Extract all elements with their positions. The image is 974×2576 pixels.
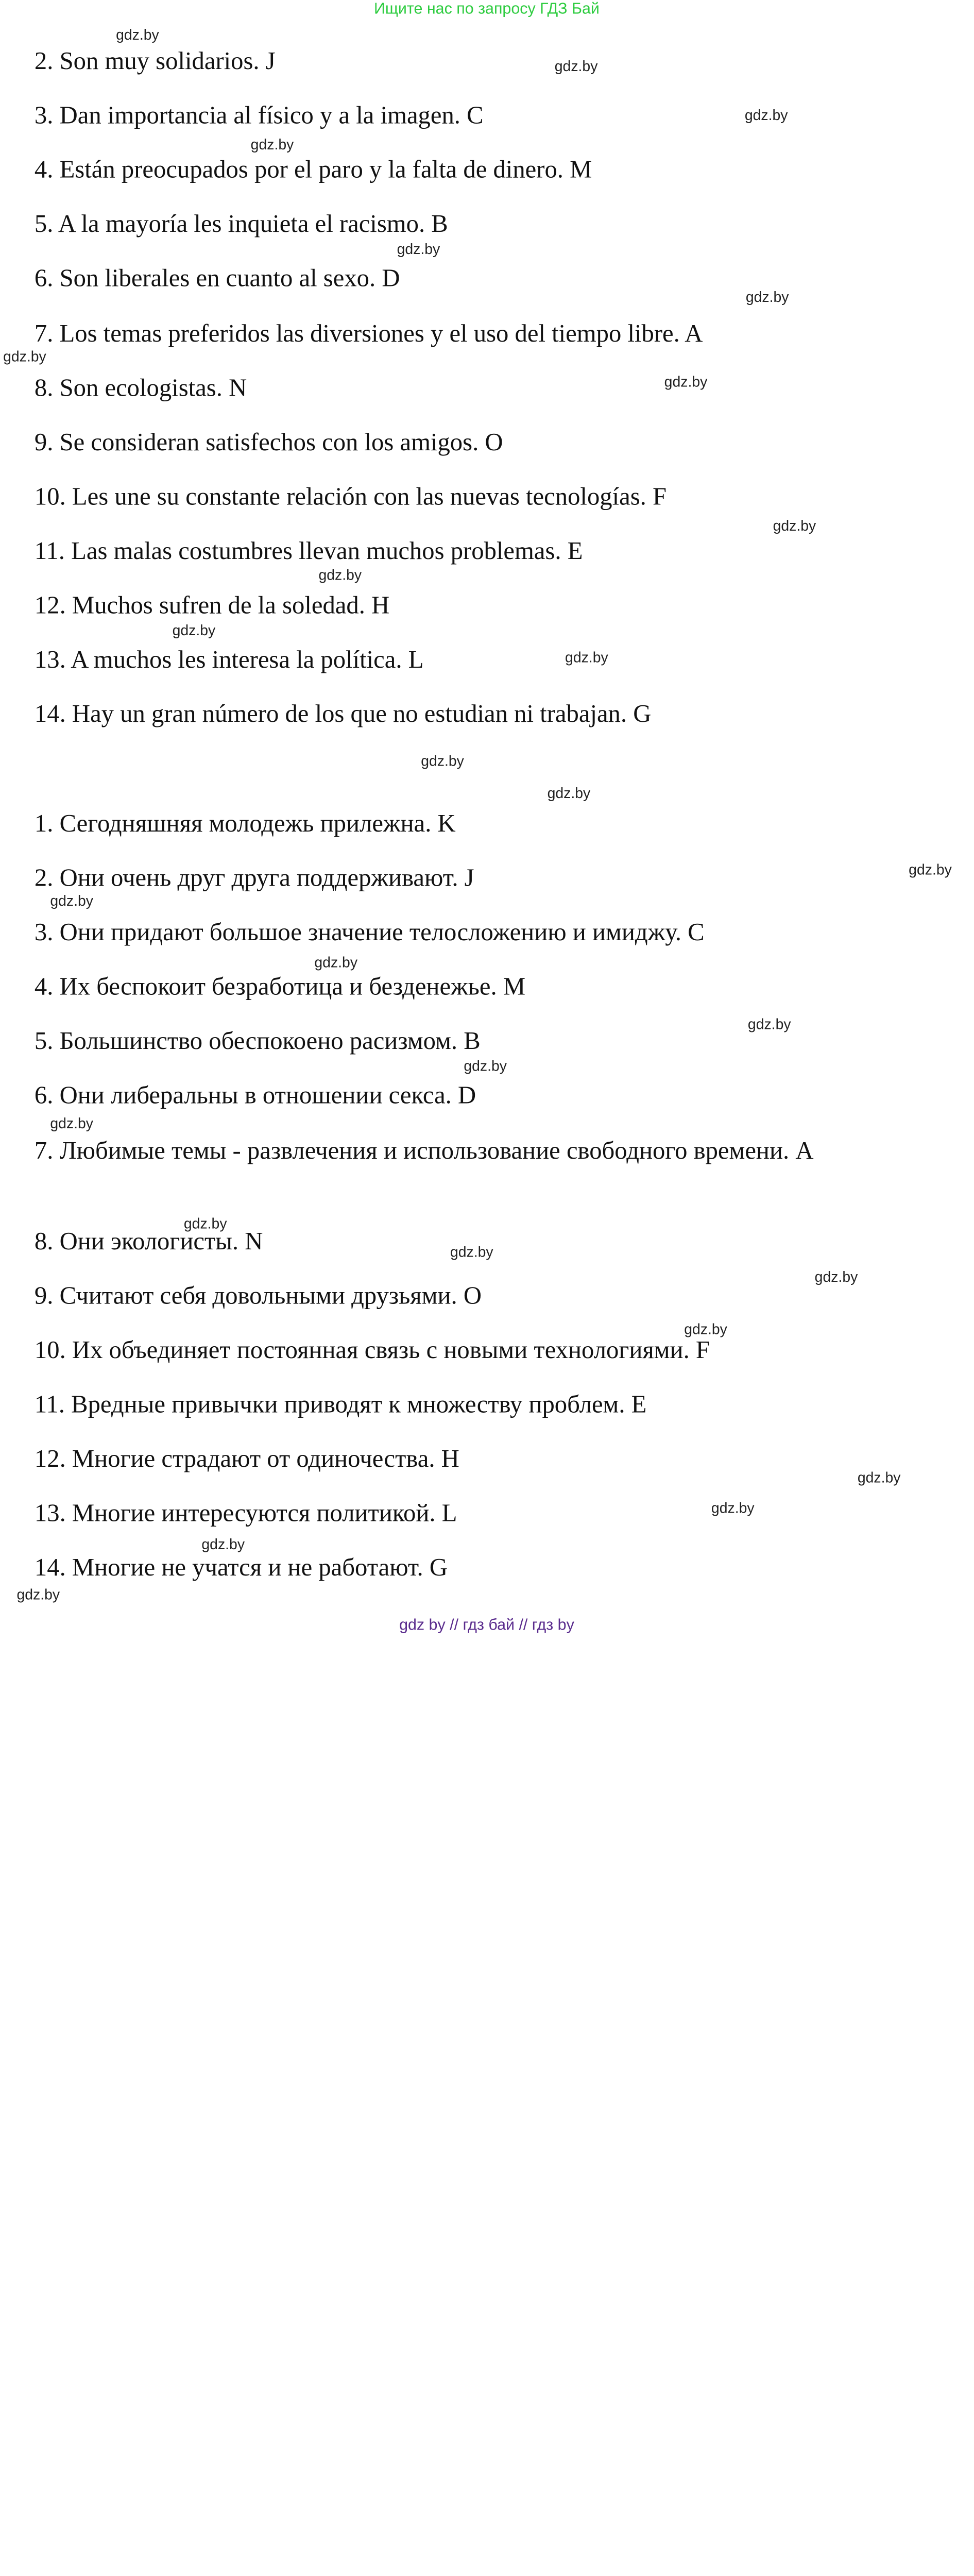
watermark: gdz.by [857, 1469, 901, 1486]
watermark: gdz.by [318, 566, 362, 583]
spanish-line-3: 3. Dan importancia al físico y a la imagen. C [34, 102, 484, 130]
watermark: gdz.by [773, 517, 816, 534]
watermark: gdz.by [314, 954, 358, 971]
russian-line-2: 2. Они очень друг друга поддерживают. J [34, 865, 474, 892]
footer-links[interactable]: gdz by // гдз бай // гдз by [399, 1616, 574, 1634]
watermark: gdz.by [814, 1268, 858, 1285]
watermark: gdz.by [554, 57, 598, 74]
russian-line-12: 12. Многие страдают от одиночества. H [34, 1446, 459, 1473]
watermark: gdz.by [909, 860, 952, 878]
watermark: gdz.by [464, 1057, 507, 1074]
russian-line-1: 1. Сегодняшняя молодежь прилежна. K [34, 810, 456, 838]
russian-line-6: 6. Они либеральны в отношении секса. D [34, 1082, 476, 1110]
russian-line-8: 8. Они экологисты. N [34, 1228, 263, 1256]
watermark: gdz.by [565, 649, 608, 666]
watermark: gdz.by [50, 892, 93, 909]
watermark: gdz.by [711, 1499, 755, 1516]
spanish-line-5: 5. A la mayoría les inquieta el racismo. B [34, 211, 448, 239]
watermark: gdz.by [397, 240, 440, 257]
watermark: gdz.by [421, 752, 464, 769]
russian-line-4: 4. Их беспокоит безработица и безденежье. M [34, 973, 526, 1001]
spanish-line-7: 7. Los temas preferidos las diversiones y el uso del tiempo libre. A [34, 320, 703, 348]
watermark: gdz.by [684, 1320, 727, 1337]
russian-line-5: 5. Большинство обеспокоено расизмом. B [34, 1028, 481, 1056]
russian-line-9: 9. Считают себя довольными друзьями. O [34, 1283, 482, 1310]
watermark: gdz.by [745, 288, 789, 306]
russian-line-13: 13. Многие интересуются политикой. L [34, 1500, 457, 1528]
header-search-link[interactable]: Ищите нас по запросу ГДЗ Бай [374, 0, 600, 18]
watermark: gdz.by [664, 372, 708, 390]
watermark: gdz.by [172, 621, 216, 638]
watermark: gdz.by [183, 1215, 227, 1232]
russian-line-3: 3. Они придают большое значение телосложению и имиджу. C [34, 919, 705, 947]
spanish-line-14: 14. Hay un gran número de los que no estudian ni trabajan. G [34, 701, 652, 728]
spanish-line-12: 12. Muchos sufren de la soledad. H [34, 592, 390, 620]
spanish-line-6: 6. Son liberales en cuanto al sexo. D [34, 265, 400, 293]
watermark: gdz.by [747, 1015, 791, 1032]
watermark: gdz.by [201, 1535, 245, 1553]
watermark: gdz.by [744, 106, 788, 124]
watermark: gdz.by [116, 26, 159, 43]
russian-line-10: 10. Их объединяет постоянная связь с новыми технологиями. F [34, 1337, 710, 1365]
spanish-line-11: 11. Las malas costumbres llevan muchos problemas. E [34, 538, 583, 566]
spanish-line-13: 13. A muchos les interesa la política. L [34, 647, 424, 674]
watermark: gdz.by [3, 348, 46, 365]
spanish-line-4: 4. Están preocupados por el paro y la falta de dinero. M [34, 157, 592, 184]
russian-line-7: 7. Любимые темы - развлечения и использование свободного времени. A [34, 1138, 814, 1165]
russian-line-14: 14. Многие не учатся и не работают. G [34, 1554, 448, 1582]
russian-line-11: 11. Вредные привычки приводят к множеству проблем. E [34, 1392, 647, 1419]
spanish-line-2: 2. Son muy solidarios. J [34, 48, 276, 76]
watermark: gdz.by [250, 135, 294, 153]
spanish-line-9: 9. Se consideran satisfechos con los amigos. O [34, 429, 503, 457]
watermark: gdz.by [16, 1586, 60, 1603]
watermark: gdz.by [50, 1114, 93, 1132]
spanish-line-8: 8. Son ecologistas. N [34, 375, 247, 402]
watermark: gdz.by [547, 784, 591, 802]
spanish-line-10: 10. Les une su constante relación con las nuevas tecnologías. F [34, 483, 667, 511]
watermark: gdz.by [450, 1243, 493, 1260]
